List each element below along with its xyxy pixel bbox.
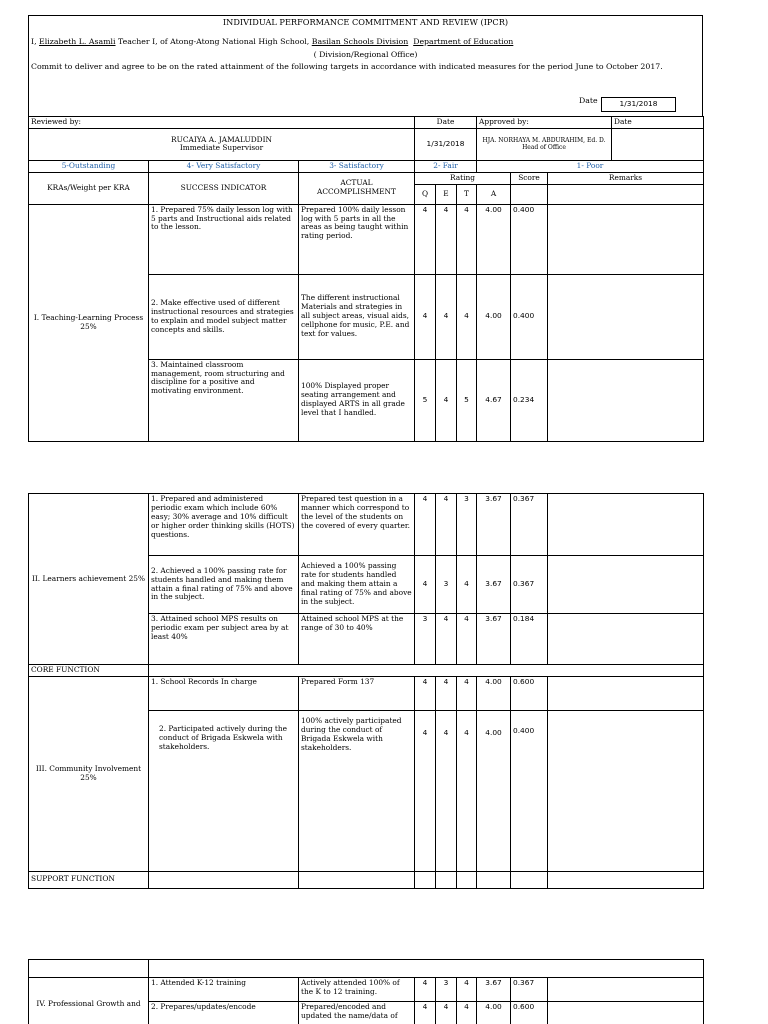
division-name: Basilan Schools Division xyxy=(311,37,409,46)
kra3-e-2: 4 xyxy=(436,710,457,871)
approver-name: HJA. NORHAYA M. ABDURAHIM, Ed. D. xyxy=(482,137,606,145)
position-school: Teacher I, of Atong-Atong National High School, xyxy=(115,37,312,46)
review-date-label: Date xyxy=(415,117,477,129)
kra1-q-3: 5 xyxy=(415,359,436,441)
kra4-q-1: 4 xyxy=(415,978,436,1002)
kra4-a-1: 3.67 xyxy=(477,978,511,1002)
support-function-label: SUPPORT FUNCTION xyxy=(29,871,149,888)
kra3-label: III. Community Involvement 25% xyxy=(29,676,149,871)
kra1-remarks-3 xyxy=(548,359,704,441)
kra1-a-2: 4.00 xyxy=(477,274,511,359)
kra3-remarks-1 xyxy=(548,676,704,710)
kra1-score-3: 0.234 xyxy=(511,359,548,441)
employee-name: Elizabeth L. Asamli xyxy=(39,37,116,46)
kra3-e-1: 4 xyxy=(436,676,457,710)
kra3-t-2: 4 xyxy=(457,710,477,871)
kra3-score-1: 0.600 xyxy=(511,676,548,710)
kra1-accomplishment-3: 100% Displayed proper seating arrangement and displayed ARTS in all grade level that I handled. xyxy=(299,359,415,441)
kra2-q-2: 4 xyxy=(415,556,436,614)
core-function-label: CORE FUNCTION xyxy=(29,665,149,677)
kra3-a-2: 4.00 xyxy=(477,710,511,871)
col-kra: KRAs/Weight per KRA xyxy=(29,172,149,204)
kra2-q-3: 3 xyxy=(415,614,436,665)
col-t: T xyxy=(457,184,477,204)
kra2-score-1: 0.367 xyxy=(511,494,548,556)
col-indicator: SUCCESS INDICATOR xyxy=(149,172,299,204)
scale-very-satisfactory: 4- Very Satisfactory xyxy=(149,160,299,172)
kra2-score-3: 0.184 xyxy=(511,614,548,665)
kra3-q-1: 4 xyxy=(415,676,436,710)
kra1-accomplishment-2: The different instructional Materials and strategies in all subject areas, visual aids, cellphone for music, P.E. and text for values. xyxy=(299,274,415,359)
support-blank-5 xyxy=(457,871,477,888)
pledge-prefix: I, xyxy=(31,37,40,46)
scale-satisfactory: 3- Satisfactory xyxy=(299,160,415,172)
core-function-blank xyxy=(149,665,704,677)
kra2-q-1: 4 xyxy=(415,494,436,556)
kra3-accomplishment-2: 100% actively participated during the conduct of Brigada Eskwela with stakeholders. xyxy=(299,710,415,871)
kra1-t-2: 4 xyxy=(457,274,477,359)
kra2-a-3: 3.67 xyxy=(477,614,511,665)
approve-date-value xyxy=(612,128,704,160)
col-rating: Rating xyxy=(415,172,511,184)
kra3-score-2: 0.400 xyxy=(511,710,548,871)
kra3-t-1: 4 xyxy=(457,676,477,710)
approved-by-label: Approved by: xyxy=(477,117,612,129)
division-note: ( Division/Regional Office) xyxy=(313,50,418,59)
scale-fair: 2- Fair xyxy=(415,160,477,172)
kra2-remarks-3 xyxy=(548,614,704,665)
kra2-accomplishment-3: Attained school MPS at the range of 30 to 40% xyxy=(299,614,415,665)
kra1-score-2: 0.400 xyxy=(511,274,548,359)
date-value: 1/31/2018 xyxy=(601,97,676,112)
commitment-text: Commit to deliver and agree to be on the rated attainment of the following targets in accordance with indicated measures for the period June to October 2017. xyxy=(31,62,663,71)
kra1-indicator-2: 2. Make effective used of different instructional resources and strategies to explain and model subject matter concepts and skills. xyxy=(149,274,299,359)
kra2-indicator-1: 1. Prepared and administered periodic exam which include 60% easy; 30% average and 10% difficult or higher order thinking skills (HOTS) questions. xyxy=(149,494,299,556)
form-title: INDIVIDUAL PERFORMANCE COMMITMENT AND REVIEW (IPCR) xyxy=(222,17,509,27)
approver-block xyxy=(477,128,612,160)
kra4-e-2: 4 xyxy=(436,1002,457,1024)
kra-table-2 xyxy=(28,493,704,889)
kra4-t-1: 4 xyxy=(457,978,477,1002)
kra3-q-2: 4 xyxy=(415,710,436,871)
kra2-score-2: 0.367 xyxy=(511,556,548,614)
kra3-indicator-1: 1. School Records In charge xyxy=(149,676,299,710)
kra4-e-1: 3 xyxy=(436,978,457,1002)
kra4-accomplishment-1: Actively attended 100% of the K to 12 training. xyxy=(299,978,415,1002)
kra4-remarks-2 xyxy=(548,1002,704,1024)
scale-outstanding: 5-Outstanding xyxy=(29,160,149,172)
kra4-accomplishment-2: Prepared/encoded and updated the name/data of xyxy=(299,1002,415,1024)
kra4-remarks-1 xyxy=(548,978,704,1002)
support-blank-8 xyxy=(548,871,704,888)
kra1-a-3: 4.67 xyxy=(477,359,511,441)
kra2-t-2: 4 xyxy=(457,556,477,614)
kra1-t-1: 4 xyxy=(457,204,477,274)
kra2-indicator-2: 2. Achieved a 100% passing rate for students handled and making them attain a final rating of 75% and above in the subject. xyxy=(149,556,299,614)
support-blank-4 xyxy=(436,871,457,888)
kra2-remarks-2 xyxy=(548,556,704,614)
kra4-indicator-2: 2. Prepares/updates/encode xyxy=(149,1002,299,1024)
kra1-e-3: 4 xyxy=(436,359,457,441)
kra1-e-2: 4 xyxy=(436,274,457,359)
kra1-a-1: 4.00 xyxy=(477,204,511,274)
col-remarks: Remarks xyxy=(548,172,704,184)
kra-table-3 xyxy=(28,959,704,1024)
approve-date-label: Date xyxy=(612,117,704,129)
kra4-score-2: 0.600 xyxy=(511,1002,548,1024)
kra4-top-blank-2 xyxy=(149,960,704,978)
support-blank-6 xyxy=(477,871,511,888)
scale-poor: 1- Poor xyxy=(477,160,704,172)
kra2-a-2: 3.67 xyxy=(477,556,511,614)
support-blank-7 xyxy=(511,871,548,888)
col-score: Score xyxy=(511,172,548,184)
col-score-blank xyxy=(511,184,548,204)
supervisor-title: Immediate Supervisor xyxy=(179,143,264,153)
kra4-a-2: 4.00 xyxy=(477,1002,511,1024)
date-label: Date xyxy=(579,96,598,105)
reviewed-by-label: Reviewed by: xyxy=(29,117,415,129)
kra3-remarks-2 xyxy=(548,710,704,871)
kra2-remarks-1 xyxy=(548,494,704,556)
kra1-q-2: 4 xyxy=(415,274,436,359)
review-date-value: 1/31/2018 xyxy=(415,128,477,160)
kra4-indicator-1: 1. Attended K-12 training xyxy=(149,978,299,1002)
department-name: Department of Education xyxy=(413,37,514,46)
kra2-t-1: 3 xyxy=(457,494,477,556)
kra2-a-1: 3.67 xyxy=(477,494,511,556)
col-a: A xyxy=(477,184,511,204)
pledge-line xyxy=(31,38,702,47)
col-e: E xyxy=(436,184,457,204)
kra2-label: II. Learners achievement 25% xyxy=(29,494,149,665)
kra3-indicator-2: 2. Participated actively during the conduct of Brigada Eskwela with stakeholders. xyxy=(149,710,299,871)
ipcr-header xyxy=(28,15,703,117)
kra3-accomplishment-1: Prepared Form 137 xyxy=(299,676,415,710)
kra4-t-2: 4 xyxy=(457,1002,477,1024)
support-blank-2 xyxy=(299,871,415,888)
kra3-a-1: 4.00 xyxy=(477,676,511,710)
kra-table-1 xyxy=(28,116,704,442)
col-accomplishment: ACTUAL ACCOMPLISHMENT xyxy=(299,172,415,204)
kra1-accomplishment-1: Prepared 100% daily lesson log with 5 parts in all the areas as being taught within rating period. xyxy=(299,204,415,274)
kra4-top-blank-1 xyxy=(29,960,149,978)
kra2-t-3: 4 xyxy=(457,614,477,665)
kra2-e-1: 4 xyxy=(436,494,457,556)
kra2-accomplishment-2: Achieved a 100% passing rate for students handled and making them attain a final rating of 75% and above in the subject. xyxy=(299,556,415,614)
kra1-label: I. Teaching-Learning Process 25% xyxy=(29,204,149,441)
kra1-remarks-2 xyxy=(548,274,704,359)
kra2-indicator-3: 3. Attained school MPS results on periodic exam per subject area by at least 40% xyxy=(149,614,299,665)
kra2-e-2: 3 xyxy=(436,556,457,614)
support-blank-1 xyxy=(149,871,299,888)
kra4-label: IV. Professional Growth and xyxy=(29,978,149,1024)
kra4-q-2: 4 xyxy=(415,1002,436,1024)
supervisor-block xyxy=(29,128,415,160)
supervisor-name: RUCAIYA A. JAMALUDDIN xyxy=(171,134,272,144)
support-blank-3 xyxy=(415,871,436,888)
kra2-accomplishment-1: Prepared test question in a manner which correspond to the level of the students on the covered of every quarter. xyxy=(299,494,415,556)
kra1-q-1: 4 xyxy=(415,204,436,274)
kra1-score-1: 0.400 xyxy=(511,204,548,274)
kra1-t-3: 5 xyxy=(457,359,477,441)
kra4-score-1: 0.367 xyxy=(511,978,548,1002)
approver-title: Head of Office xyxy=(522,144,566,152)
kra2-e-3: 4 xyxy=(436,614,457,665)
kra1-indicator-1: 1. Prepared 75% daily lesson log with 5 parts and Instructional aids related to the lesson. xyxy=(149,204,299,274)
col-remarks-blank xyxy=(548,184,704,204)
kra1-indicator-3: 3. Maintained classroom management, room structuring and discipline for a positive and motivating environment. xyxy=(149,359,299,441)
kra1-e-1: 4 xyxy=(436,204,457,274)
kra1-remarks-1 xyxy=(548,204,704,274)
col-q: Q xyxy=(415,184,436,204)
